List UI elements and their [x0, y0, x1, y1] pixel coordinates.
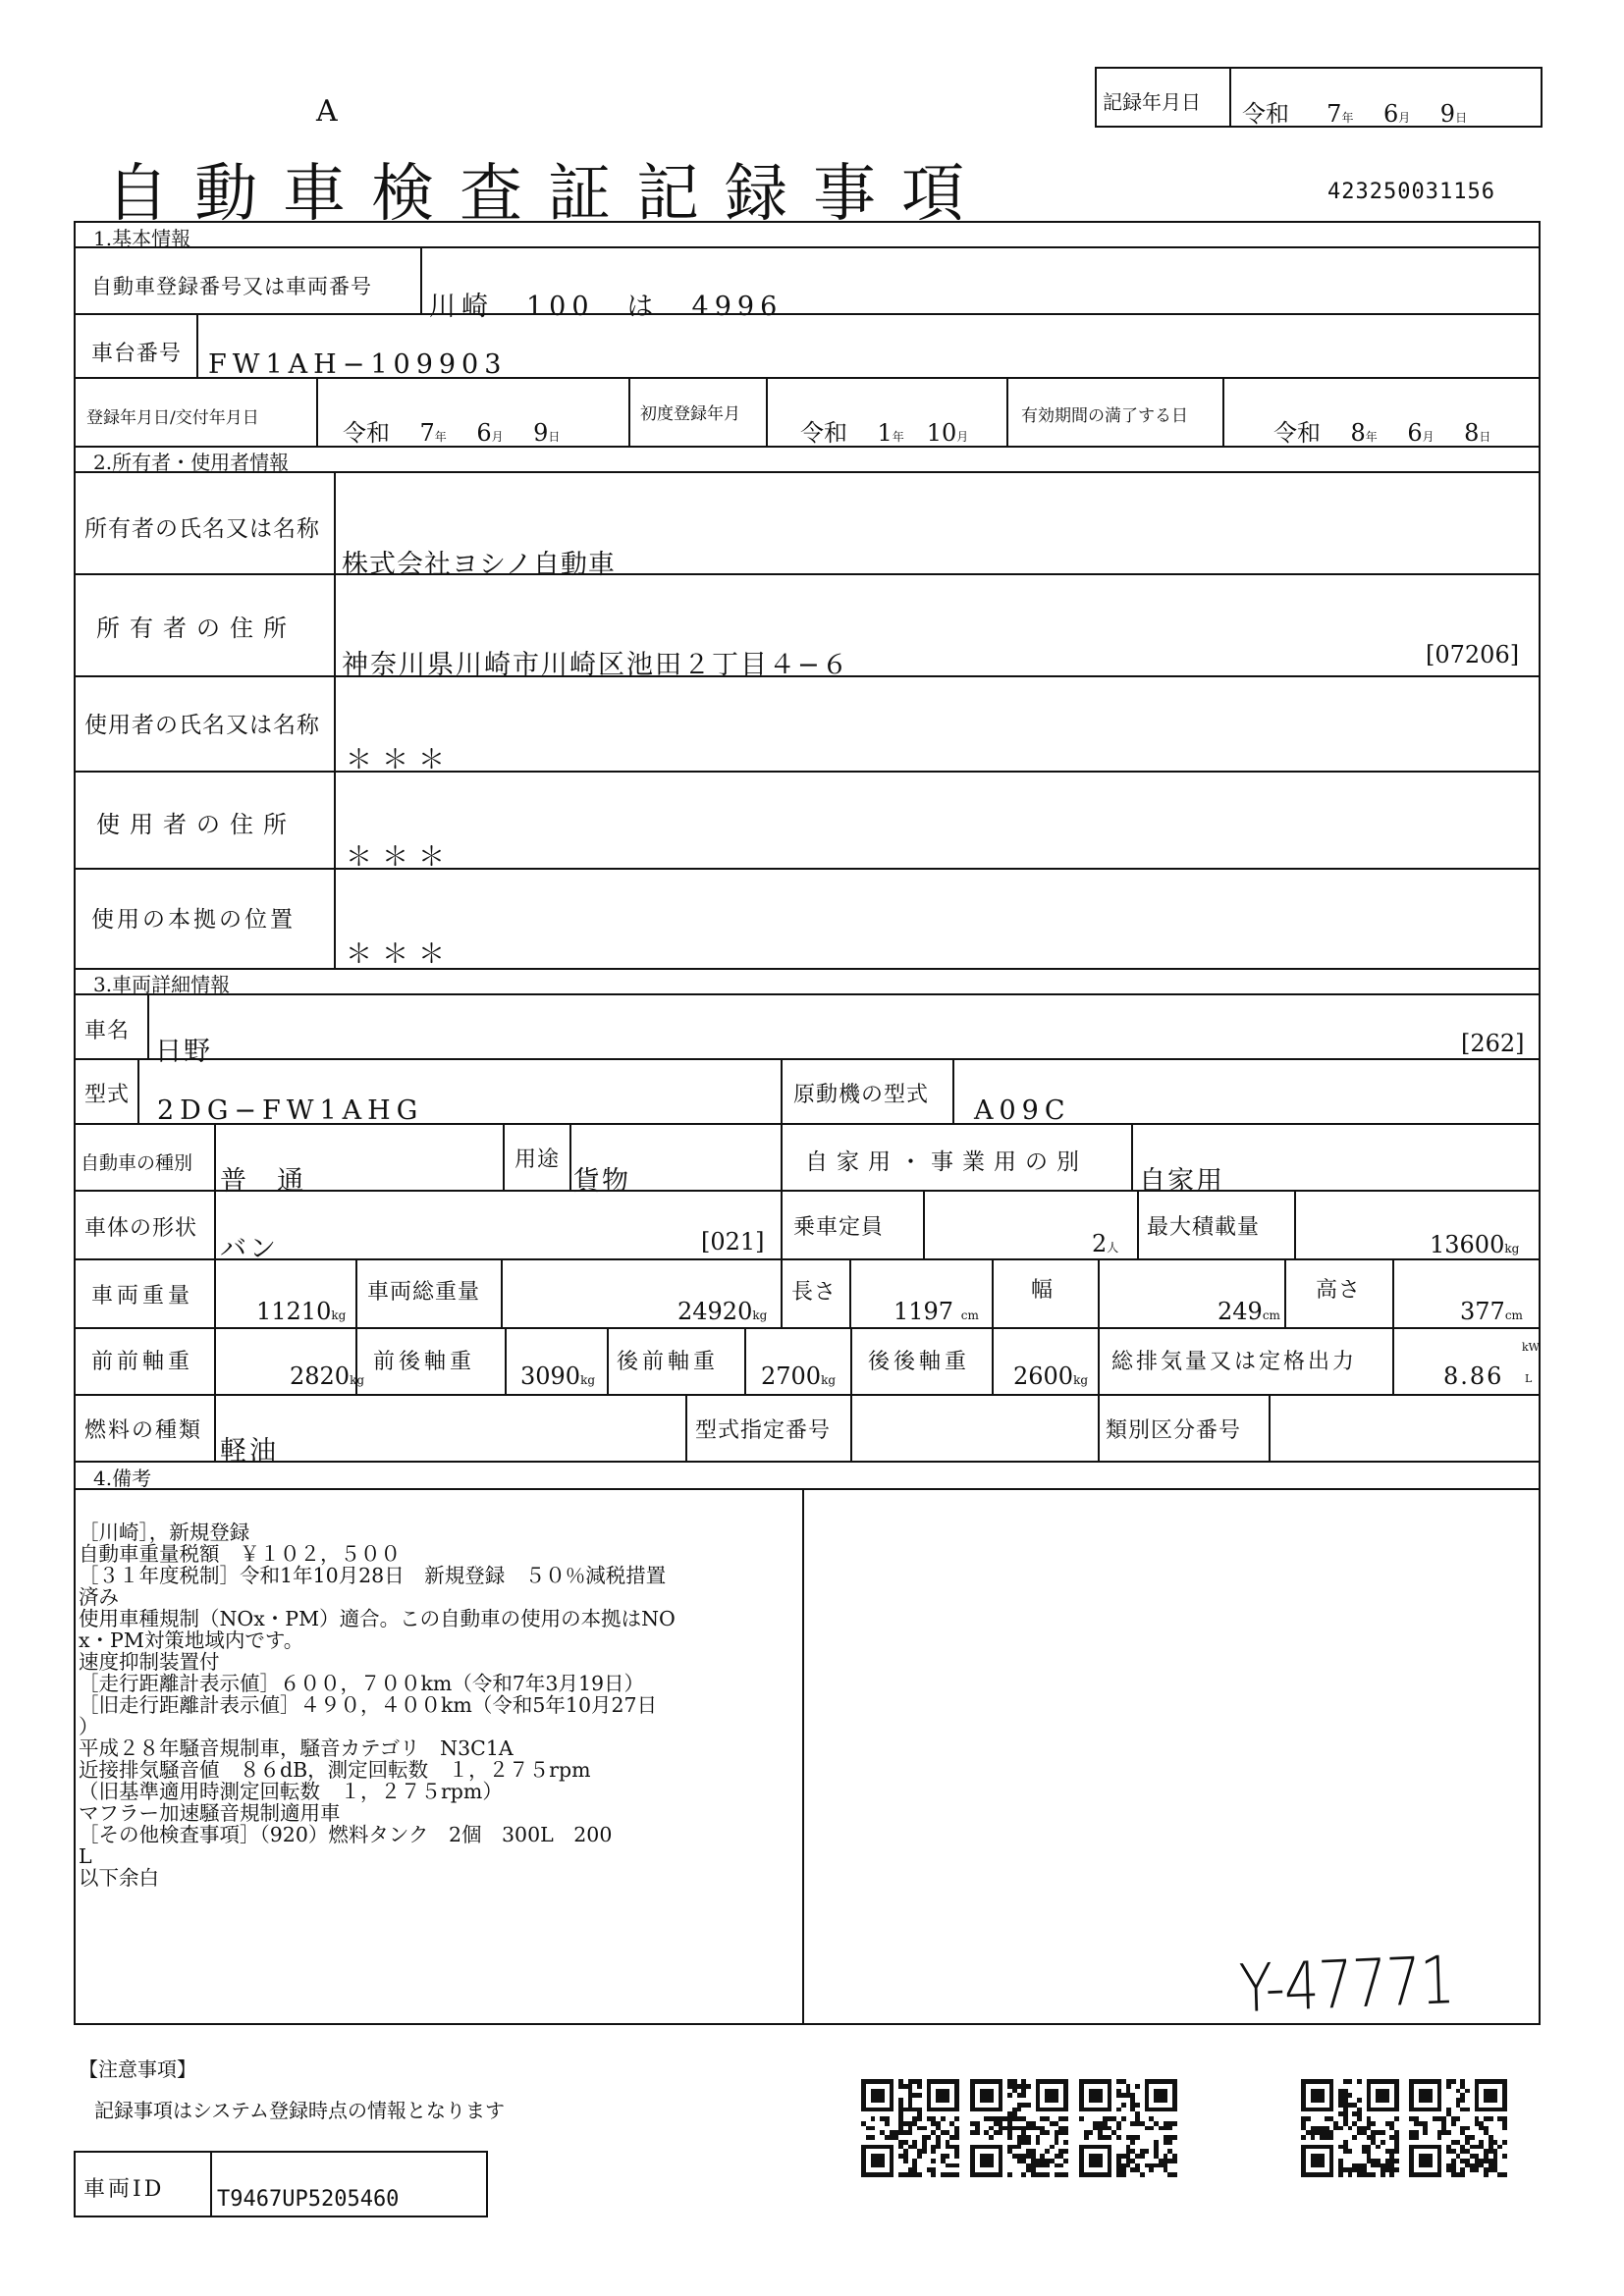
- expiry-value: 令和 8年 6月 8日: [1273, 419, 1491, 447]
- expiry-label: 有効期間の満了する日: [1021, 406, 1188, 426]
- engine-value: A09C: [974, 1095, 1071, 1126]
- ff-axle-label: 前前軸重: [91, 1350, 194, 1374]
- body-shape-label: 車体の形状: [84, 1216, 198, 1241]
- displacement-value: 8.86: [1443, 1362, 1504, 1390]
- length-label: 長さ: [791, 1280, 838, 1305]
- category-label: 類別区分番号: [1106, 1418, 1242, 1443]
- weight-label: 車両重量: [91, 1284, 194, 1308]
- rf-axle-label: 後前軸重: [617, 1350, 720, 1374]
- rr-axle-label: 後後軸重: [868, 1350, 971, 1374]
- owner-name-label: 所有者の氏名又は名称: [84, 516, 320, 542]
- owner-name-value: 株式会社ヨシノ自動車: [342, 550, 616, 580]
- copy-mark: A: [316, 94, 338, 129]
- first-reg-label: 初度登録年月: [640, 404, 740, 424]
- engine-label: 原動機の型式: [793, 1083, 930, 1107]
- body-shape-value: バン: [220, 1234, 279, 1264]
- remarks-line: 以下余白: [79, 1866, 159, 1890]
- remarks-line: ［その他検査事項］（920）燃料タンク 2個 300L 200: [79, 1823, 613, 1846]
- remarks-line: （旧基準適用時測定回転数 １，２７５rpm）: [79, 1780, 503, 1803]
- remarks-line: ［旧走行距離計表示値］４９０，４００km（令和5年10月27日: [79, 1693, 658, 1717]
- fr-axle-value: 3090kg: [520, 1362, 596, 1390]
- reg-date-label: 登録年月日/交付年月日: [86, 408, 259, 428]
- user-name-label: 使用者の氏名又は名称: [84, 713, 320, 738]
- body-shape-code: [021]: [701, 1228, 765, 1255]
- qr-module: [1172, 2172, 1177, 2177]
- remarks-line: 自動車重量税額 ￥１０２，５００: [79, 1542, 401, 1566]
- type-designation-label: 型式指定番号: [695, 1418, 832, 1443]
- ff-axle-value: 2820kg: [290, 1362, 365, 1390]
- notes-title: 【注意事項】: [79, 2057, 196, 2081]
- remarks-line: 近接排気騒音値 ８６dB，測定回転数 １，２７５rpm: [79, 1758, 591, 1782]
- remarks-line: x・PM対策地域内です。: [79, 1629, 304, 1652]
- vehicle-id-box: [74, 2151, 488, 2217]
- base-location-label: 使用の本拠の位置: [91, 907, 296, 933]
- record-date-value: 令和 7年 6月 9日: [1242, 100, 1468, 128]
- gross-weight-value: 24920kg: [677, 1298, 768, 1325]
- owner-address-value: 神奈川県川崎市川崎区池田２丁目４−６: [342, 650, 850, 680]
- owner-address-code: [07206]: [1426, 641, 1520, 668]
- weight-value: 11210kg: [256, 1298, 347, 1325]
- remarks-line: ［川崎］，新規登録: [79, 1521, 250, 1544]
- reg-number-value: 川崎 100 は 4996: [429, 292, 784, 322]
- user-address-label: 使用者の住所: [96, 811, 297, 838]
- remarks-line: マフラー加速騒音規制適用車: [79, 1801, 341, 1825]
- fuel-label: 燃料の種類: [84, 1418, 203, 1443]
- first-reg-value: 令和 1年 10月: [800, 419, 969, 447]
- section-remarks-title: 4.備考: [93, 1467, 152, 1490]
- private-business-label: 自家用・事業用の別: [805, 1149, 1088, 1175]
- width-value: 249cm: [1218, 1298, 1280, 1325]
- chassis-label: 車台番号: [91, 342, 183, 366]
- section-vehicle-title: 3.車両詳細情報: [93, 973, 231, 996]
- displacement-label: 総排気量又は定格出力: [1111, 1350, 1358, 1374]
- user-name-value: ＊＊＊: [346, 745, 455, 775]
- fuel-value: 軽油: [220, 1436, 279, 1467]
- document-number: 423250031156: [1327, 180, 1495, 204]
- record-date-label: 記録年月日: [1103, 90, 1201, 114]
- rr-axle-value: 2600kg: [1013, 1362, 1089, 1390]
- private-business-value: 自家用: [1139, 1166, 1224, 1197]
- section-owner-title: 2.所有者・使用者情報: [93, 451, 290, 474]
- rf-axle-value: 2700kg: [761, 1362, 837, 1390]
- remarks-line: 使用車種規制（NOx・PM）適合。この自動車の使用の本拠はNO: [79, 1607, 676, 1630]
- base-location-value: ＊＊＊: [346, 939, 455, 970]
- kind-label: 自動車の種別: [81, 1152, 193, 1174]
- qr-code-2: [970, 2079, 1068, 2177]
- remarks-line: 速度抑制装置付: [79, 1650, 220, 1674]
- kind-value: 普 通: [220, 1166, 305, 1197]
- use-value: 貨物: [573, 1166, 630, 1197]
- model-value: 2DG−FW1AHG: [157, 1095, 424, 1126]
- record-date-box: [1095, 67, 1543, 128]
- section-basic-title: 1.基本情報: [93, 227, 191, 250]
- vehicle-id-value: T9467UP5205460: [217, 2187, 400, 2212]
- capacity-label: 乗車定員: [793, 1215, 885, 1240]
- qr-module: [1063, 2172, 1068, 2177]
- use-label: 用途: [514, 1148, 561, 1172]
- remarks-line: L: [79, 1844, 92, 1868]
- max-load-label: 最大積載量: [1147, 1215, 1261, 1240]
- displacement-unit-l: L: [1525, 1372, 1533, 1385]
- user-address-value: ＊＊＊: [346, 842, 455, 873]
- remarks-text: [79, 1500, 676, 1910]
- width-label: 幅: [1031, 1278, 1055, 1303]
- reg-number-label: 自動車登録番号又は車両番号: [91, 275, 372, 298]
- fr-axle-label: 前後軸重: [373, 1350, 476, 1374]
- chassis-value: FW1AH−109903: [208, 349, 508, 380]
- qr-code-3: [1079, 2079, 1177, 2177]
- notes-text: 記録事項はシステム登録時点の情報となります: [94, 2099, 505, 2122]
- qr-module: [1502, 2172, 1507, 2177]
- model-label: 型式: [84, 1083, 131, 1107]
- qr-module: [954, 2172, 959, 2177]
- height-label: 高さ: [1316, 1278, 1362, 1303]
- handwritten-note: Y-47771: [1237, 1942, 1455, 2029]
- length-value: 1197 cm: [893, 1298, 979, 1325]
- car-name-label: 車名: [84, 1019, 131, 1043]
- remarks-line: 済み: [79, 1585, 119, 1609]
- car-name-code: [262]: [1461, 1030, 1525, 1057]
- remarks-line: ［走行距離計表示値］６００，７００km（令和7年3月19日）: [79, 1672, 645, 1695]
- page-title: 自動車検査証記録事項: [106, 158, 990, 231]
- max-load-value: 13600kg: [1430, 1231, 1520, 1258]
- qr-code-4: [1301, 2079, 1399, 2177]
- qr-module: [1394, 2172, 1399, 2177]
- remarks-line: ［３１年度税制］令和1年10月28日 新規登録 ５０％減税措置: [79, 1564, 667, 1587]
- vehicle-id-label: 車両ID: [83, 2177, 165, 2202]
- car-name-value: 日野: [155, 1037, 212, 1067]
- gross-weight-label: 車両総重量: [367, 1280, 481, 1305]
- qr-code-5: [1409, 2079, 1507, 2177]
- displacement-unit-kw: kW: [1522, 1341, 1540, 1354]
- qr-code-1: [861, 2079, 959, 2177]
- height-value: 377cm: [1460, 1298, 1523, 1325]
- capacity-value: 2人: [1092, 1230, 1119, 1257]
- remarks-line: ）: [79, 1715, 99, 1738]
- owner-address-label: 所有者の住所: [96, 614, 297, 642]
- remarks-line: 平成２８年騒音規制車，騒音カテゴリ N3C1A: [79, 1736, 514, 1760]
- reg-date-value: 令和 7年 6月 9日: [343, 419, 561, 447]
